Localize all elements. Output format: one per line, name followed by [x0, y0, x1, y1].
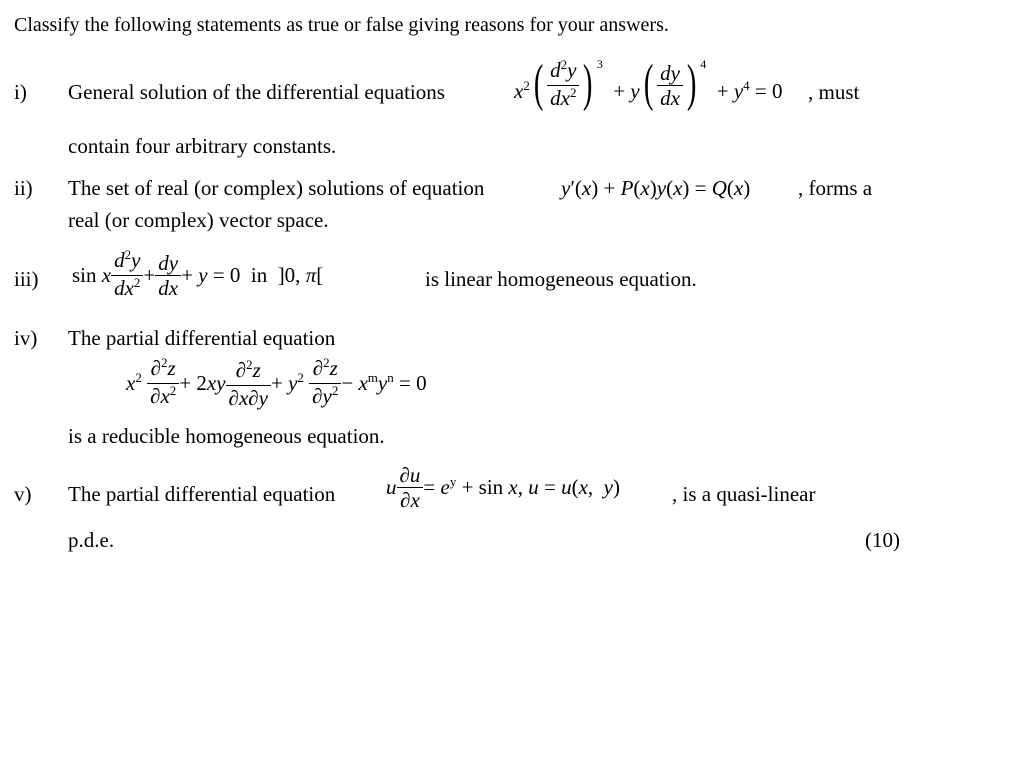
item-5-text: The partial differential equation	[68, 482, 336, 506]
item-2-text-after: , forms a	[798, 176, 873, 200]
item-number-1: i)	[14, 80, 27, 104]
item-3-text-after: is linear homogeneous equation.	[425, 267, 697, 291]
item-number-5: v)	[14, 482, 32, 506]
item-1-text-line2: contain four arbitrary constants.	[68, 134, 337, 158]
equation-1: $x^2$( $\frac{d^2y}{dx^2}$ ) $^3$ + y( $\frac{dy}{dx}$ ) $^4 + y^4 = 0$	[514, 55, 783, 112]
item-2-text-line2: real (or complex) vector space.	[68, 208, 329, 232]
equation-2: y′(x) + P(x)y(x) = Q(x)	[561, 176, 751, 200]
item-5-text-after: , is a quasi-linear	[672, 482, 816, 506]
item-number-4: iv)	[14, 326, 38, 350]
item-4-text-line3: is a reducible homogeneous equation.	[68, 424, 385, 448]
marks-label: (10)	[865, 528, 900, 552]
equation-5: u $\frac{\partial u}{\partial x}$ = $e^y + \sin x$, u = u(x, y)	[386, 463, 620, 512]
instruction-text: Classify the following statements as true or false giving reasons for your answers.	[14, 14, 669, 36]
item-1-text-after: , must	[808, 80, 860, 104]
equation-4: $x^2$ $\frac{\partial^2z}{\partial x^2}$ + 2xy $\frac{\partial^2z}{\partial x\partial y}$ + $y^2$ $\frac{\partial^2z}{\partial y^2}$ − $x^my^n = 0$	[126, 355, 427, 410]
item-number-2: ii)	[14, 176, 33, 200]
item-number-3: iii)	[14, 267, 39, 291]
item-5-text-line2: p.d.e.	[68, 528, 115, 552]
item-2-text: The set of real (or complex) solutions of equation	[68, 176, 485, 200]
item-1-text: General solution of the differential equations	[68, 80, 445, 104]
equation-3: sin x $\frac{d^2y}{dx^2}$ + $\frac{dy}{dx}$ + y = 0 in ]0, π[	[72, 248, 323, 308]
item-4-text-line1: The partial differential equation	[68, 326, 336, 350]
